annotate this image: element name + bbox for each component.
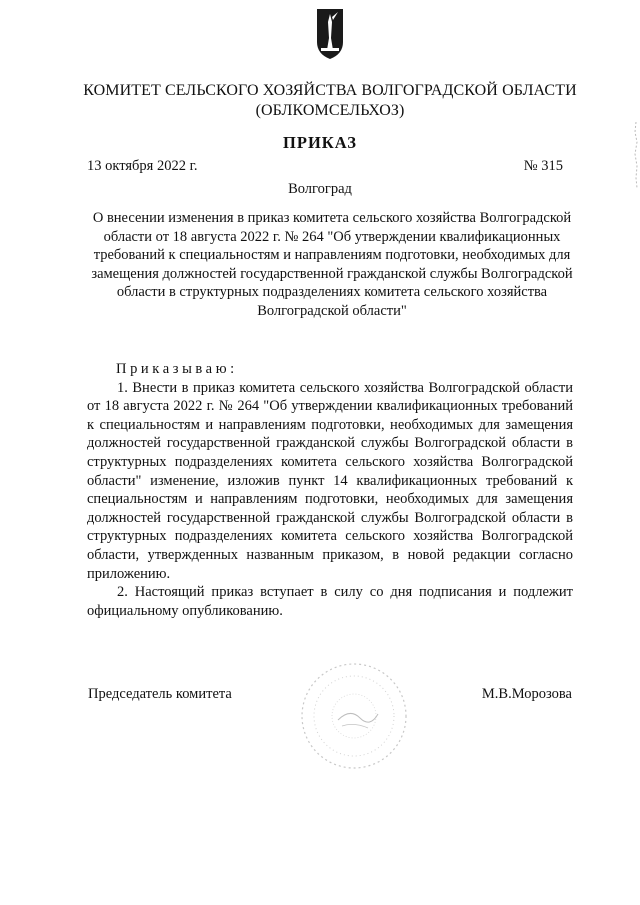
scan-edge-mark-icon — [630, 120, 640, 190]
document-date: 13 октября 2022 г. — [87, 158, 198, 174]
body-paragraph-1: 1. Внести в приказ комитета сельского хозяйства Волгоградской области от 18 августа 2022 г. № 264 "Об утверждении квалификационных требований к специальностям и направлениям подготовки, необходимых для замещения должностей государственной гражданской службы Волгоградской области в структурных подразделениях комитета сельского хозяйства Волгоградской области" изменение, изложив пункт 14 квалификационных требований к специальностям и направлениям подготовки, необходимых для замещения должностей государственной гражданской службы Волгоградской области в структурных подразделениях комитета сельского хозяйства Волгоградской области, утвержденных названным приказом, в новой редакции согласно приложению. — [87, 379, 573, 582]
document-city: Волгоград — [288, 181, 352, 197]
document-number: № 315 — [523, 158, 563, 174]
coat-of-arms-icon — [316, 8, 344, 60]
stamp-icon — [298, 660, 410, 772]
document-title: ПРИКАЗ — [283, 133, 357, 152]
body-paragraph-2: 2. Настоящий приказ вступает в силу со дня подписания и подлежит официальному опубликованию. — [87, 584, 573, 619]
organization-name: КОМИТЕТ СЕЛЬСКОГО ХОЗЯЙСТВА ВОЛГОГРАДСКОЙ ОБЛАСТИ — [83, 82, 577, 99]
order-lead: Приказываю: — [116, 361, 238, 377]
signatory-position: Председатель комитета — [88, 686, 232, 702]
signatory-name: М.В.Морозова — [481, 686, 572, 702]
document-subject: О внесении изменения в приказ комитета сельского хозяйства Волгоградской области от 18 августа 2022 г. № 264 "Об утверждении квалификационных требований к специальностям и направлениям подготовки, необходимых для замещения должностей государственной гражданской службы Волгоградской области в структурных подразделениях комитета сельского хозяйства Волгоградской области" — [91, 210, 573, 319]
document-body — [87, 360, 573, 620]
organization-abbreviation: (ОБЛКОМСЕЛЬХОЗ) — [255, 102, 405, 119]
